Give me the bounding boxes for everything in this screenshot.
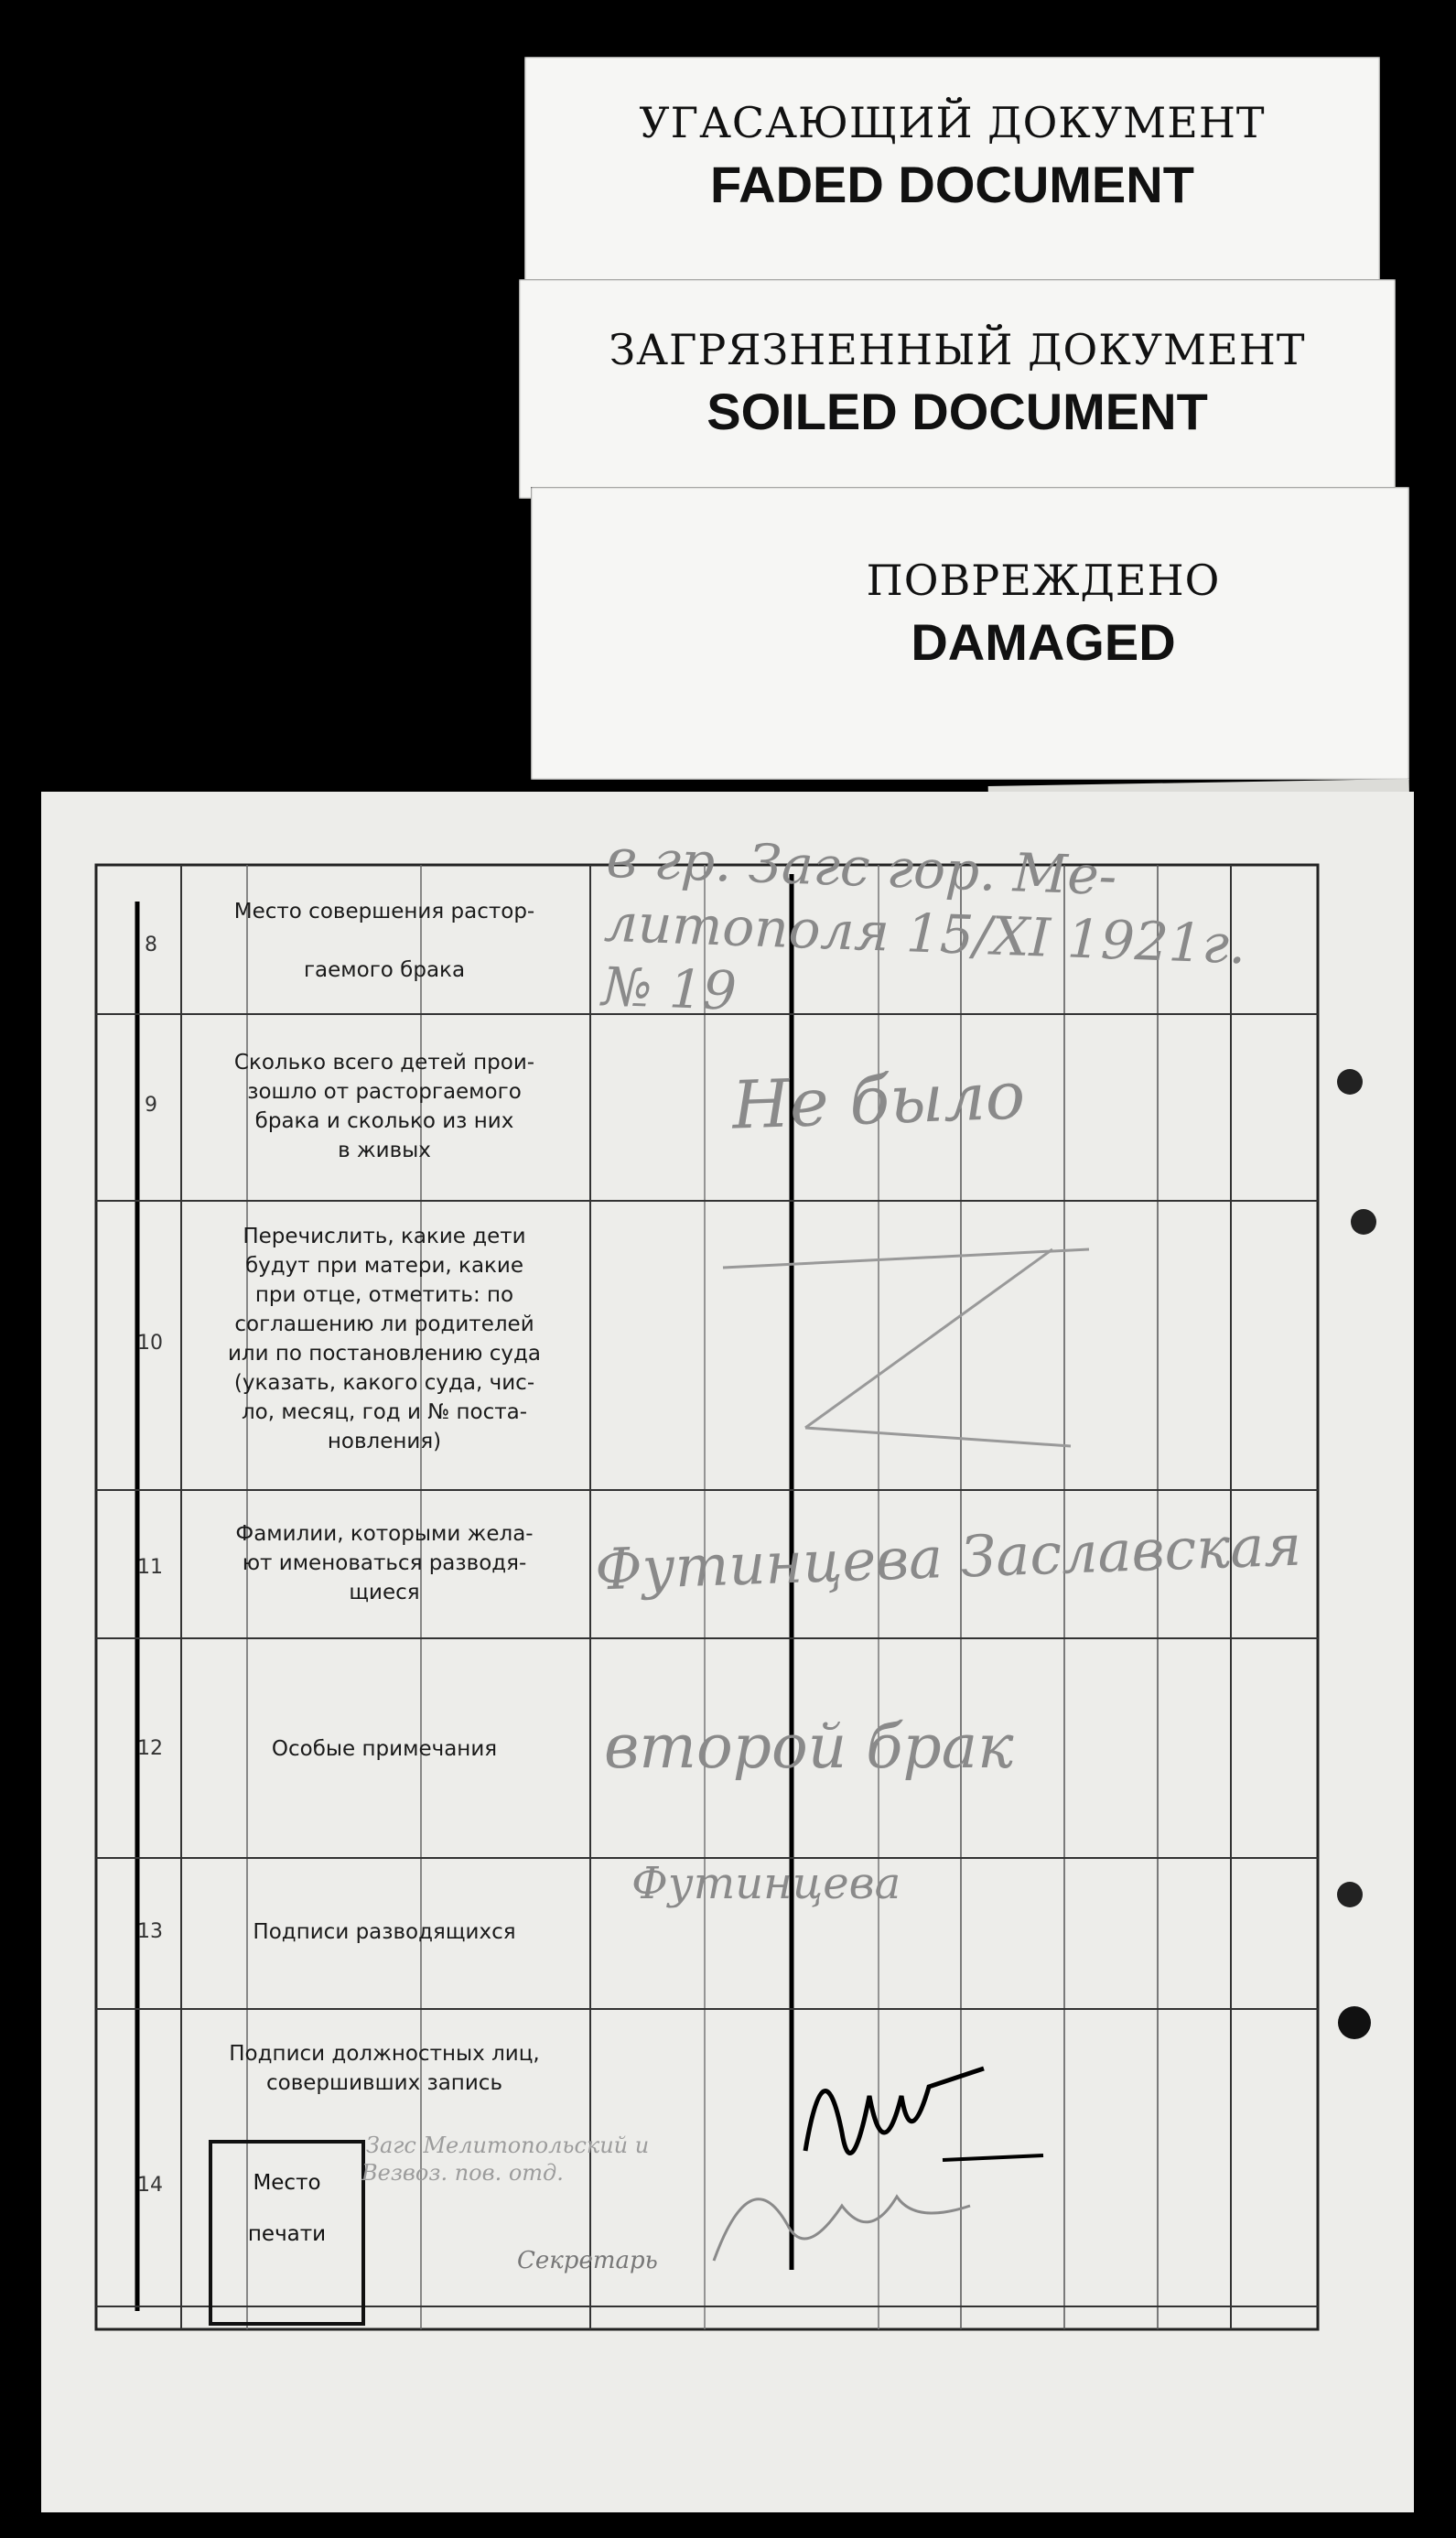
stamp-place-line2: печати (247, 2222, 327, 2246)
row-label-12: Особые примечания (271, 1737, 498, 1761)
row-number-13: 13 (137, 1920, 163, 1943)
faded-label-en: FADED DOCUMENT (710, 156, 1194, 213)
damaged-label-en: DAMAGED (911, 613, 1176, 671)
row-number-8: 8 (145, 934, 157, 956)
soiled-label-ru: ЗАГРЯЗНЕННЫЙ ДОКУМЕНТ (609, 325, 1306, 374)
row-label-10: Перечислить, какие дети будут при матери, какие при отце, отметить: по соглашению ли родителей или по постановлению суда (указать, какого суда, чис- ло, месяц, год и № поста- новления) (227, 1225, 541, 1453)
row-label-14: Подписи должностных лиц, совершивших запись (229, 2042, 540, 2095)
official-stamp-line2: Везвоз. пов. отд. (361, 2160, 564, 2186)
official-stamp-line1: Загс Мелитопольский и (366, 2133, 650, 2158)
stamp-place-box (209, 2140, 365, 2326)
secretary-label: Секретарь (517, 2247, 658, 2274)
entry-signature-divorcing: Футинцева (631, 1858, 901, 1909)
row-label-8: Место совершения растор- гаемого брака (233, 900, 535, 982)
faded-label-ru: УГАСАЮЩИЙ ДОКУМЕНТ (639, 98, 1266, 147)
damaged-label-ru: ПОВРЕЖДЕНО (866, 556, 1221, 605)
entry-place: в гр. Загс гор. Ме- литополя 15/XI 1921г. № 19 (600, 826, 1247, 1022)
row-label-13: Подписи разводящихся (253, 1920, 516, 1944)
row-label-9: Сколько всего детей прои- зошло от расторгаемого брака и сколько из них в живых (233, 1051, 535, 1162)
entry-surnames: Футинцева Заславская (593, 1511, 1303, 1604)
row-number-14: 14 (137, 2174, 163, 2197)
entry-notes: второй брак (604, 1712, 1014, 1782)
entry-children: Не было (730, 1056, 1027, 1144)
row-label-11: Фамилии, которыми жела- ют именоваться разводя- щиеся (235, 1522, 534, 1604)
stamp-place-line1: Место (253, 2171, 321, 2195)
row-number-12: 12 (137, 1737, 163, 1760)
row-number-10: 10 (137, 1332, 163, 1355)
row-number-11: 11 (137, 1556, 163, 1579)
row-number-9: 9 (145, 1094, 157, 1117)
soiled-label-en: SOILED DOCUMENT (706, 383, 1208, 440)
